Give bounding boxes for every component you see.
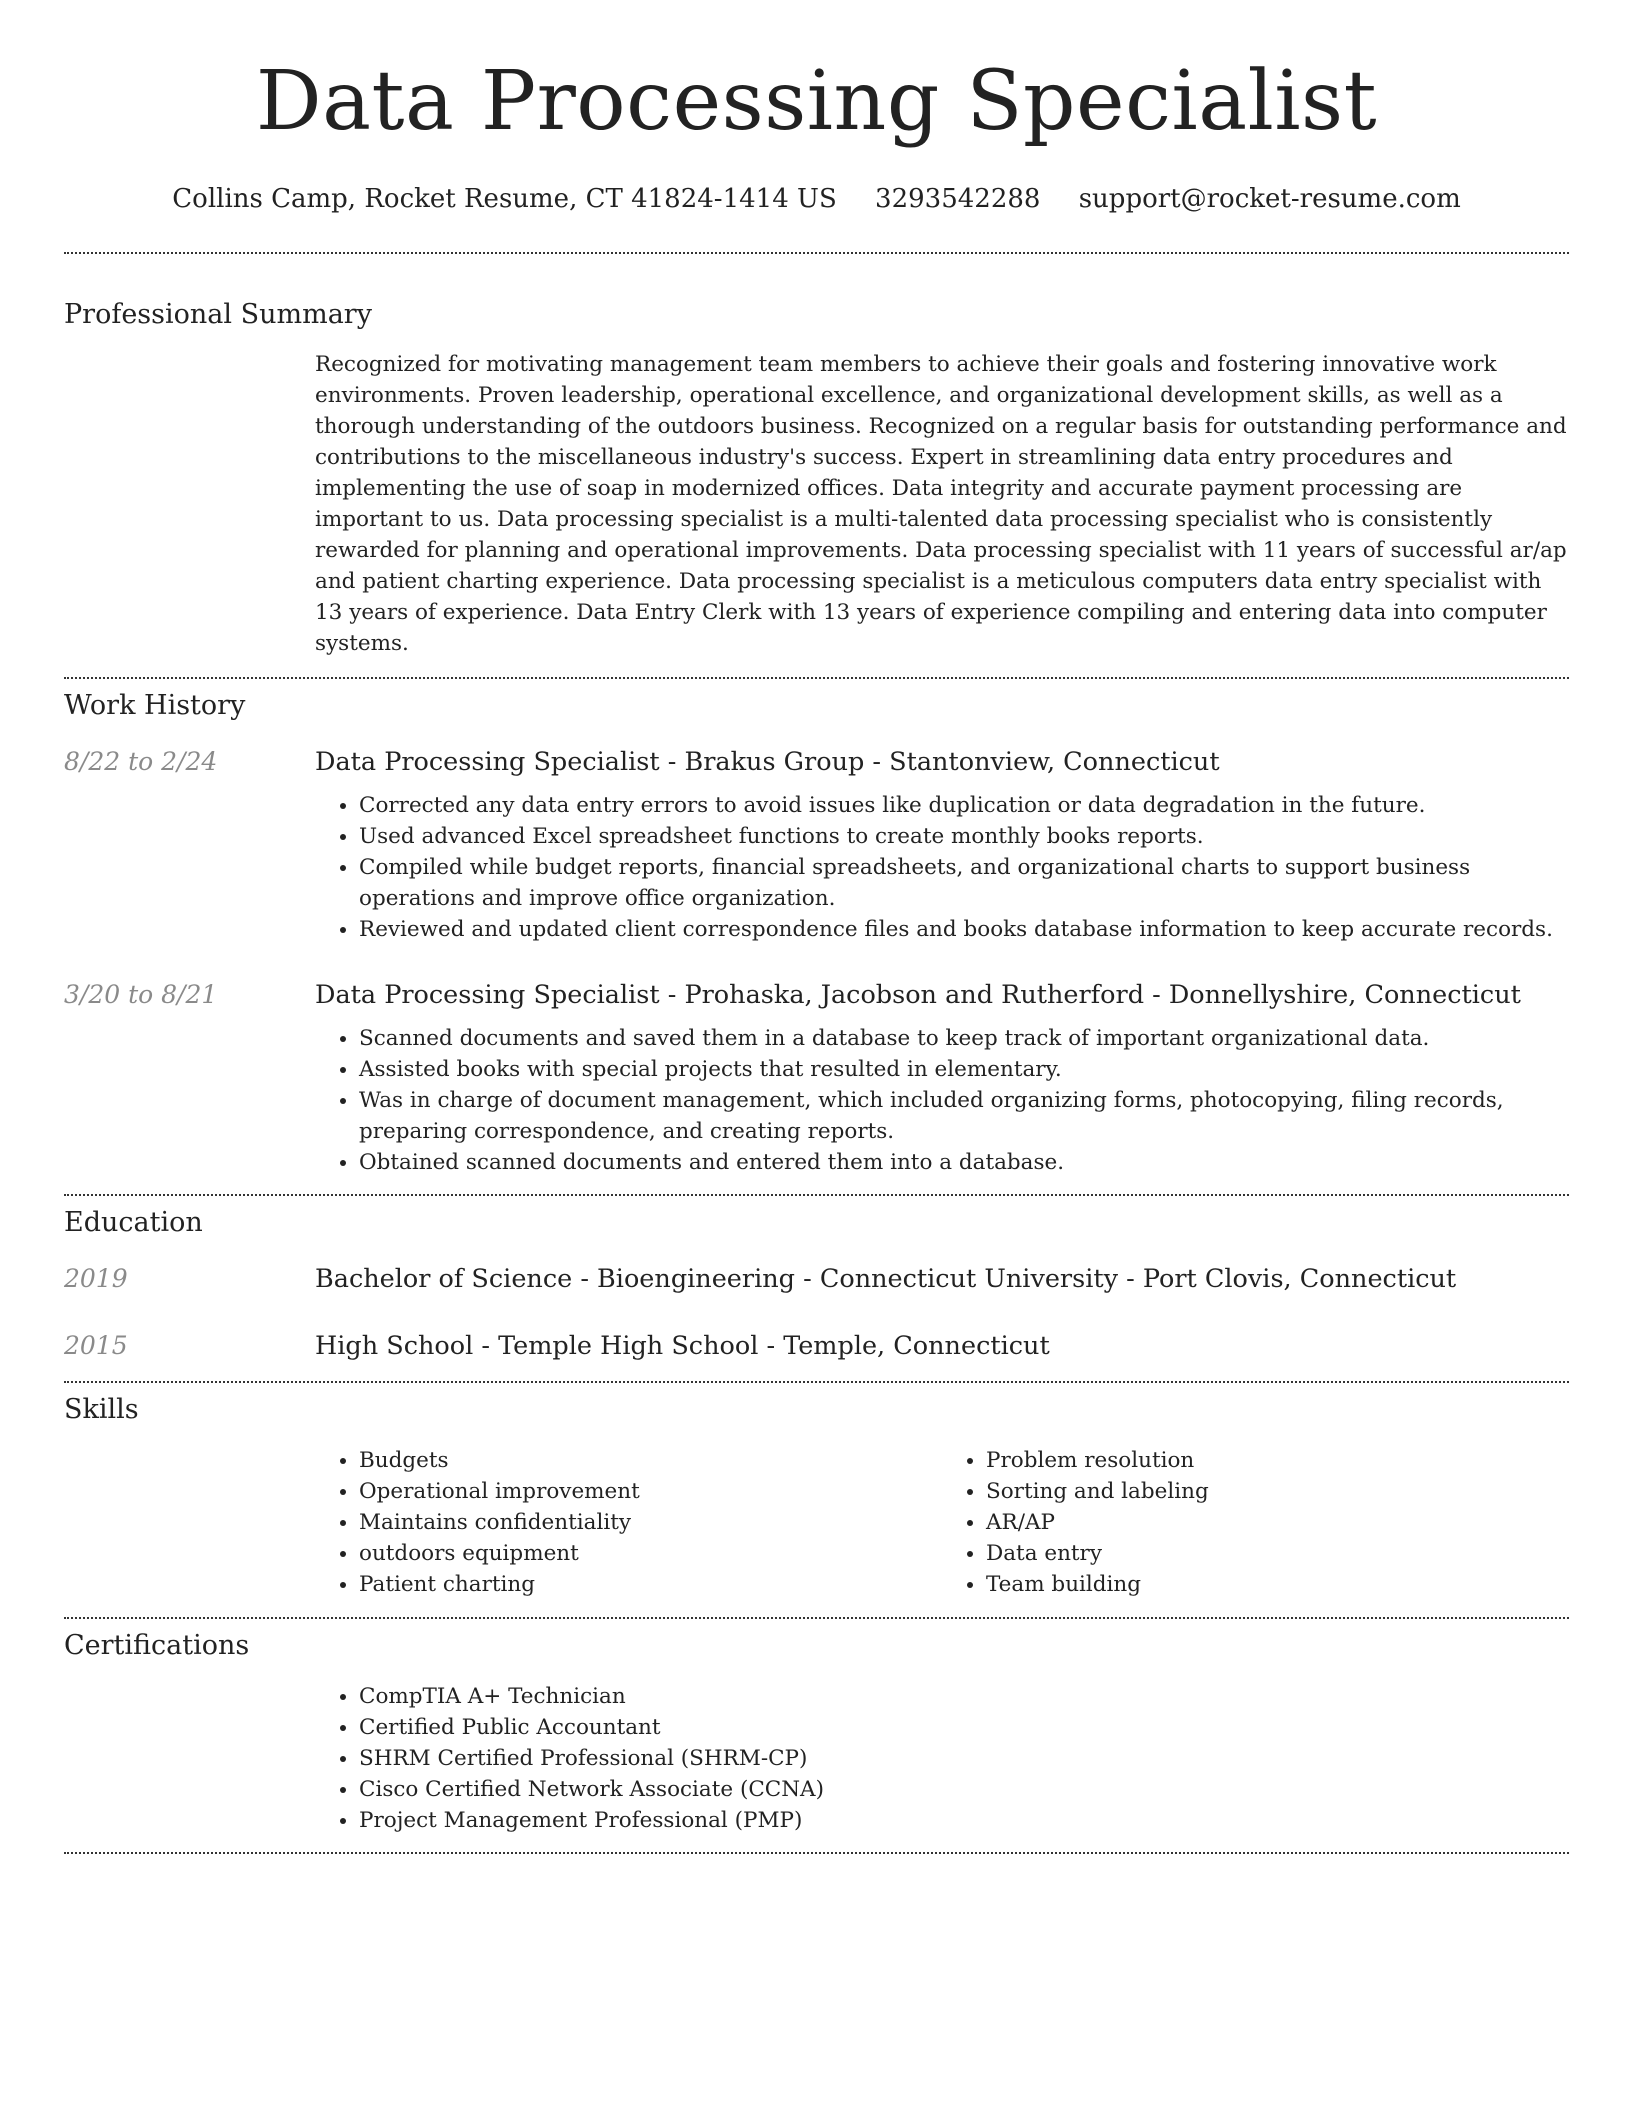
- job-bullets: [315, 1023, 1569, 1178]
- summary-heading: Professional Summary: [64, 299, 372, 330]
- skill-item: • outdoors equipment: [359, 1538, 942, 1569]
- skill-item: • Patient charting: [359, 1569, 942, 1600]
- skill-item: • Sorting and labeling: [986, 1476, 1569, 1507]
- certifications-list: [315, 1681, 1569, 1836]
- job-bullet: • Corrected any data entry errors to avoid issues like duplication or data degradation in the future.: [359, 790, 1569, 821]
- job-header: [64, 978, 1569, 1012]
- education-degree: High School: [315, 1331, 474, 1361]
- education-year: 2015: [64, 1331, 128, 1360]
- resume-page: [64, 0, 1569, 1854]
- education-details: - Temple High School - Temple, Connecticut: [473, 1331, 1050, 1361]
- job-entry: [64, 745, 1569, 945]
- job-bullet: • Reviewed and updated client correspondence files and books database information to keep accurate records.: [359, 914, 1569, 945]
- contact-email: support@rocket-resume.com: [1078, 184, 1461, 214]
- education-entry: [64, 1262, 1569, 1296]
- certification-item: • SHRM Certified Professional (SHRM-CP): [359, 1743, 1569, 1774]
- job-bullet: • Scanned documents and saved them in a database to keep track of important organizational data.: [359, 1023, 1569, 1054]
- education-heading-line: [315, 1329, 1050, 1363]
- certification-item: • CompTIA A+ Technician: [359, 1681, 1569, 1712]
- summary-text: Recognized for motivating management team members to achieve their goals and fostering innovative work environments. Proven leadership, operational excellence, and organizational development skills, as well as a thorough understanding of the outdoors business. Recognized on a regular basis for outstanding performance and contributions to the miscellaneous industry's success. Expert in streamlining data entry procedures and implementing the use of soap in modernized offices. Data integrity and accurate payment processing are important to us. Data processing specialist is a multi-talented data processing specialist who is consistently rewarded for planning and operational improvements. Data processing specialist with 11 years of successful ar/ap and patient charting experience. Data processing specialist is a meticulous computers data entry specialist with 13 years of experience. Data Entry Clerk with 13 years of experience compiling and entering data into computer systems.: [315, 352, 1567, 656]
- contact-phone: 3293542288: [875, 184, 1041, 214]
- skill-item: • Team building: [986, 1569, 1569, 1600]
- skill-item: • Operational improvement: [359, 1476, 942, 1507]
- contact-address: Collins Camp, Rocket Resume, CT 41824-1414 US: [172, 184, 837, 214]
- education-heading-line: [315, 1262, 1456, 1296]
- job-bullet: • Was in charge of document management, which included organizing forms, photocopying, filing records, preparing correspondence, and creating reports.: [359, 1085, 1569, 1147]
- job-bullet: • Obtained scanned documents and entered them into a database.: [359, 1147, 1569, 1178]
- skills-column-left: [315, 1445, 942, 1600]
- certification-item: • Project Management Professional (PMP): [359, 1805, 1569, 1836]
- job-bullet: • Compiled while budget reports, financial spreadsheets, and organizational charts to support business operations and improve office organization.: [359, 852, 1569, 914]
- job-heading: [315, 978, 1521, 1012]
- skills-heading: Skills: [64, 1394, 139, 1425]
- section-divider: [64, 1852, 1569, 1854]
- certification-item: • Certified Public Accountant: [359, 1712, 1569, 1743]
- education-details: - Connecticut University - Port Clovis, Connecticut: [795, 1264, 1457, 1294]
- job-details: - Prohaska, Jacobson and Rutherford - Donnellyshire, Connecticut: [659, 980, 1521, 1010]
- skill-item: • Maintains confidentiality: [359, 1507, 942, 1538]
- skills-column-right: [942, 1445, 1569, 1600]
- contact-line: [64, 182, 1569, 216]
- education-year: 2019: [64, 1264, 128, 1293]
- education-entry: [64, 1329, 1569, 1363]
- skills-list: [315, 1445, 1569, 1600]
- education-degree: Bachelor of Science - Bioengineering: [315, 1264, 795, 1294]
- education-heading: Education: [64, 1207, 203, 1238]
- job-header: [64, 745, 1569, 779]
- certifications-heading: Certifications: [64, 1630, 250, 1661]
- job-bullet: • Assisted books with special projects that resulted in elementary.: [359, 1054, 1569, 1085]
- section-divider: [64, 1617, 1569, 1619]
- job-bullet: • Used advanced Excel spreadsheet functions to create monthly books reports.: [359, 821, 1569, 852]
- job-heading: [315, 745, 1220, 779]
- skill-item: • Budgets: [359, 1445, 942, 1476]
- job-title: Data Processing Specialist: [315, 747, 660, 777]
- section-divider: [64, 1381, 1569, 1383]
- work-history-heading: Work History: [64, 690, 246, 721]
- certification-item: • Cisco Certified Network Associate (CCNA): [359, 1774, 1569, 1805]
- section-divider: [64, 252, 1569, 254]
- summary-section: [315, 349, 1569, 659]
- section-divider: [64, 1194, 1569, 1196]
- job-details: - Brakus Group - Stantonview, Connecticut: [659, 747, 1220, 777]
- job-title: Data Processing Specialist: [315, 980, 660, 1010]
- job-dates: 8/22 to 2/24: [64, 747, 218, 776]
- job-entry: [64, 978, 1569, 1178]
- resume-name: Data Processing Specialist: [255, 54, 1378, 149]
- skill-item: • AR/AP: [986, 1507, 1569, 1538]
- skill-item: • Data entry: [986, 1538, 1569, 1569]
- skill-item: • Problem resolution: [986, 1445, 1569, 1476]
- job-bullets: [315, 790, 1569, 945]
- job-dates: 3/20 to 8/21: [64, 980, 218, 1009]
- section-divider: [64, 677, 1569, 679]
